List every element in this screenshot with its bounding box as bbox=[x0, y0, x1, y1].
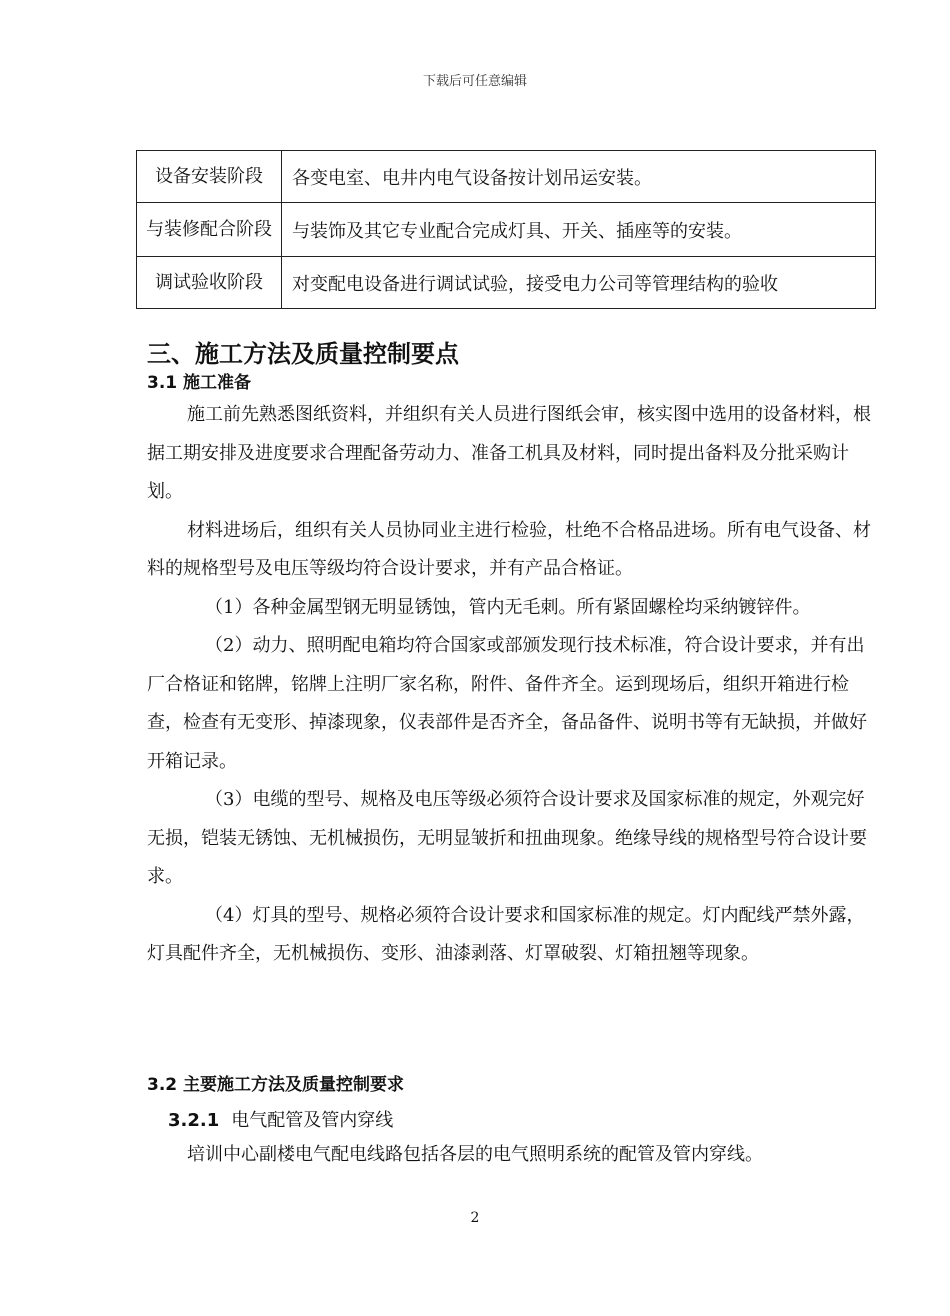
desc-cell: 对变配电设备进行调试试验，接受电力公司等管理结构的验收 bbox=[282, 257, 876, 309]
section-title: 三、施工方法及质量控制要点 bbox=[147, 339, 459, 368]
desc-cell: 各变电室、电井内电气设备按计划吊运安装。 bbox=[282, 151, 876, 203]
list-item: （1）各种金属型钢无明显锈蚀，管内无毛刺。所有紧固螺栓均采纳镀锌件。 bbox=[205, 596, 811, 618]
paragraph: 材料进场后，组织有关人员协同业主进行检验，杜绝不合格品进场。所有电气设备、材料的规格型号及电压等级均符合设计要求，并有产品合格证。 bbox=[147, 519, 871, 579]
subsubsection-number: 3.2.1 bbox=[168, 1110, 220, 1131]
subsubsection-label: 电气配管及管内穿线 bbox=[231, 1110, 394, 1131]
list-item: （2）动力、照明配电箱均符合国家或部颁发现行技术标准，符合设计要求，并有出厂合格证和铭牌，铭牌上注明厂家名称，附件、备件齐全。运到现场后，组织开箱进行检查，检查有无变形、掉漆现象，仪表部件是否齐全，备品备件、说明书等有无缺损，并做好开箱记录。 bbox=[147, 635, 867, 772]
phase-table bbox=[136, 150, 876, 309]
page-header: 下载后可任意编辑 bbox=[422, 74, 527, 89]
body-paragraphs-2 bbox=[147, 1136, 877, 1175]
table-row bbox=[137, 203, 876, 257]
phase-cell: 调试验收阶段 bbox=[137, 257, 282, 309]
phase-cell: 设备安装阶段 bbox=[137, 151, 282, 203]
subsection-title-3-1: 3.1 施工准备 bbox=[147, 373, 252, 393]
paragraph: 施工前先熟悉图纸资料，并组织有关人员进行图纸会审，核实图中选用的设备材料，根据工期安排及进度要求合理配备劳动力、准备工机具及材料，同时提出备料及分批采购计划。 bbox=[147, 404, 871, 502]
paragraph: 培训中心副楼电气配电线路包括各层的电气照明系统的配管及管内穿线。 bbox=[187, 1144, 763, 1165]
desc-cell: 与装饰及其它专业配合完成灯具、开关、插座等的安装。 bbox=[282, 203, 876, 257]
table-row bbox=[137, 151, 876, 203]
body-paragraphs bbox=[147, 396, 877, 974]
phase-cell: 与装修配合阶段 bbox=[137, 203, 282, 257]
subsubsection-title-3-2-1 bbox=[168, 1106, 393, 1132]
subsection-title-3-2: 3.2 主要施工方法及质量控制要求 bbox=[147, 1075, 405, 1095]
table-row bbox=[137, 257, 876, 309]
page-number: 2 bbox=[470, 1210, 480, 1226]
list-item: （3）电缆的型号、规格及电压等级必须符合设计要求及国家标准的规定，外观完好无损，铠装无锈蚀、无机械损伤，无明显皱折和扭曲现象。绝缘导线的规格型号符合设计要求。 bbox=[147, 789, 867, 887]
list-item: （4）灯具的型号、规格必须符合设计要求和国家标准的规定。灯内配线严禁外露，灯具配件齐全，无机械损伤、变形、油漆剥落、灯罩破裂、灯箱扭翘等现象。 bbox=[147, 904, 865, 964]
